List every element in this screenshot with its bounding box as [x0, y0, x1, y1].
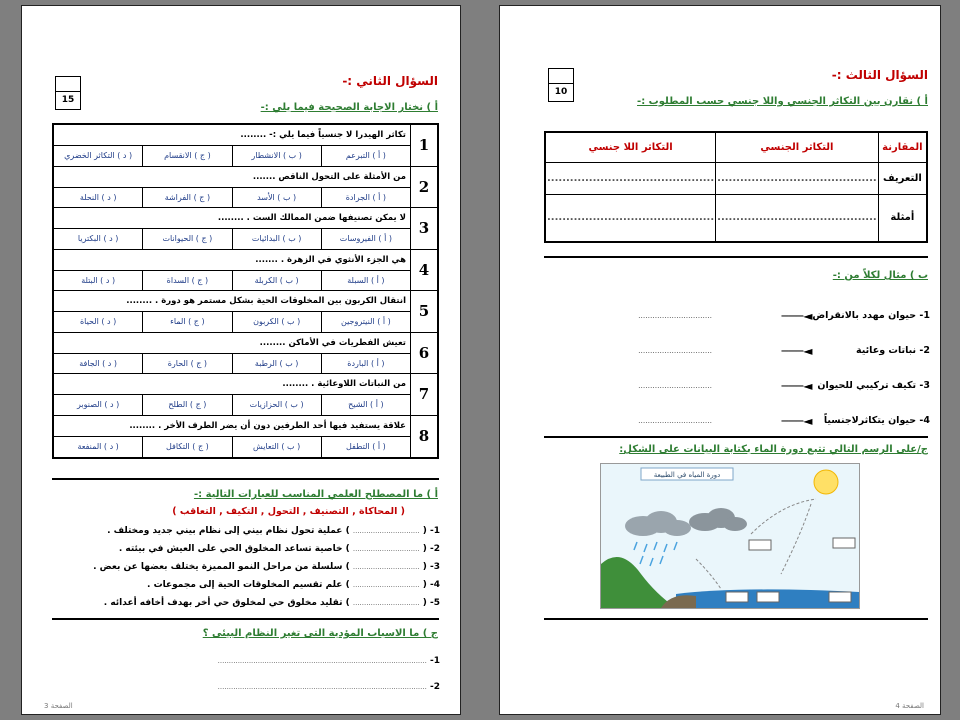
- statement-text: ) سلسلة من مراحل النمو المميزة يختلف بعضها عن بعض .: [93, 562, 350, 572]
- sun-icon: [814, 470, 838, 494]
- answer-option[interactable]: ( أ ) النيتروجين: [321, 312, 410, 332]
- question-text: تكاثر الهيدرا لا جنسياً فيما يلي :- ........: [54, 125, 410, 146]
- statement-number: 2- (: [422, 544, 440, 554]
- question-row: [54, 416, 437, 458]
- answer-option[interactable]: ( ج ) الفراشة: [142, 188, 231, 208]
- question-row: [54, 374, 437, 416]
- statement-number: 4- (: [422, 580, 440, 590]
- question-text: لا يمكن تصنيفها ضمن الممالك الست . ........: [54, 208, 410, 229]
- question-number: 6: [410, 333, 437, 374]
- statement-item: [40, 526, 440, 544]
- answer-option[interactable]: ( د ) الصنوبر: [77, 400, 120, 410]
- question-number: 8: [410, 416, 437, 458]
- answer-option[interactable]: ( د ) الحياة: [79, 317, 117, 327]
- answer-option[interactable]: ( ب ) الانشطار: [232, 146, 321, 166]
- answer-option[interactable]: ( ج ) السداة: [142, 271, 231, 291]
- statement-text: ) خاصية تساعد المخلوق الحي على العيش في بيئته .: [118, 544, 350, 554]
- divider: [544, 256, 928, 258]
- water-cycle-figure: [600, 463, 860, 609]
- comparison-table: [544, 131, 928, 243]
- statement-blank[interactable]: ..............................: [352, 599, 420, 607]
- answer-option[interactable]: ( أ ) الفيروسات: [321, 229, 410, 249]
- example-item: [510, 368, 930, 403]
- example-blank[interactable]: ...............................: [638, 311, 712, 320]
- arrow-left-icon: ◄───: [781, 343, 813, 358]
- answer-option[interactable]: ( د ) التكاثر الخضري: [64, 151, 133, 161]
- page-left: [21, 5, 461, 715]
- examples-asexual-blank[interactable]: ............................................: [545, 194, 716, 242]
- question-number: 2: [410, 167, 437, 208]
- answer-blank[interactable]: ..............................................................................................: [217, 683, 427, 691]
- part-c-heading: ج ) ما الاسباب المؤدية التى تغير النظام البيئى ؟: [202, 628, 438, 639]
- arrow-left-icon: ◄───: [781, 413, 813, 428]
- question-number: 3: [410, 208, 437, 249]
- question-row: [54, 291, 437, 333]
- answer-option[interactable]: ( د ) البكتريا: [77, 234, 119, 244]
- part-b-heading: ب ) مثال لكلاً من :-: [832, 270, 928, 281]
- label-box-2[interactable]: [749, 540, 771, 550]
- question-row: [54, 333, 437, 375]
- answer-option[interactable]: ( ب ) الكربون: [232, 312, 321, 332]
- answer-option[interactable]: ( ج ) الانقسام: [142, 146, 231, 166]
- question-row: [54, 208, 437, 250]
- example-blank[interactable]: ...............................: [638, 416, 712, 425]
- question-text: تعيش الفطريات في الأماكن ........: [54, 333, 410, 354]
- statement-text: ) عملية تحول نظام بيني إلى نظام بيني جديد ومختلف .: [107, 526, 350, 536]
- examples-sexual-blank[interactable]: ..........................................: [716, 194, 879, 242]
- example-text: 3- تكيف تركيبي للحيوان: [817, 380, 930, 391]
- example-item: [510, 298, 930, 333]
- question-number: 1: [410, 125, 437, 166]
- question-number: 4: [410, 250, 437, 291]
- statement-number: 5- (: [422, 598, 440, 608]
- definition-asexual-blank[interactable]: ............................................: [545, 162, 716, 194]
- statement-text: ) علم تقسيم المخلوقات الحية إلى مجموعات .: [147, 580, 350, 590]
- example-item: [510, 403, 930, 438]
- answer-option[interactable]: ( د ) الجافة: [79, 358, 118, 368]
- header-asexual: التكاثر اللا جنسي: [545, 132, 716, 162]
- answer-option[interactable]: ( ج ) الحيوانات: [142, 229, 231, 249]
- statement-blank[interactable]: ..............................: [352, 527, 420, 535]
- answer-blank[interactable]: ..............................................................................................: [217, 657, 427, 665]
- answer-option[interactable]: ( أ ) الجرادة: [321, 188, 410, 208]
- example-blank[interactable]: ...............................: [638, 346, 712, 355]
- divider: [544, 436, 928, 438]
- terms-bank: ( المحاكاة , التصنيف , التحول , التكيف , التعاقب ): [172, 506, 405, 517]
- question-row: [54, 167, 437, 209]
- statement-blank[interactable]: ..............................: [352, 563, 420, 571]
- statement-blank[interactable]: ..............................: [352, 545, 420, 553]
- row-examples-label: أمثلة: [878, 194, 927, 242]
- question-text: انتقال الكربون بين المخلوقات الحية بشكل مستمر هو دورة . ........: [54, 291, 410, 312]
- part-c-heading: ج/على الرسم التالي تتبع دورة الماء بكتابة البيانات على الشكل:: [619, 444, 928, 455]
- arrow-left-icon: ◄───: [781, 308, 813, 323]
- label-box-5[interactable]: [757, 592, 779, 602]
- score-value: 15: [61, 95, 75, 105]
- page-right: [499, 5, 941, 715]
- answer-option[interactable]: ( أ ) السبلة: [321, 271, 410, 291]
- page-footer: الصفحة 4: [895, 702, 924, 710]
- question-text: من الأمثلة على التحول الناقص .......: [54, 167, 410, 188]
- statement-item: [40, 598, 440, 616]
- arrow-left-icon: ◄───: [781, 378, 813, 393]
- answer-number: 2-: [429, 682, 440, 692]
- question-text: علاقة يستفيد فيها أحد الطرفين دون أن يضر الطرف الأخر . ........: [54, 416, 410, 437]
- question-text: هي الجزء الأنثوي في الزهرة . .......: [54, 250, 410, 271]
- answer-option[interactable]: ( ب ) البدائيات: [232, 229, 321, 249]
- answer-option[interactable]: ( ج ) التكافل: [142, 437, 231, 458]
- answer-option[interactable]: ( د ) النحلة: [79, 192, 117, 202]
- question-row: [54, 250, 437, 292]
- divider: [52, 618, 439, 620]
- statement-item: [40, 562, 440, 580]
- part-a-heading: أ ) نختار الاجابة الصحيحة فيما يلي :-: [260, 102, 438, 113]
- answer-option[interactable]: ( ب ) الأسد: [232, 188, 321, 208]
- answer-option[interactable]: ( ب ) التعايش: [232, 437, 321, 458]
- label-box-3[interactable]: [726, 592, 748, 602]
- water-cycle-diagram: [601, 464, 859, 608]
- question-number: 5: [410, 291, 437, 332]
- example-blank[interactable]: ...............................: [638, 381, 712, 390]
- question-number: 7: [410, 374, 437, 415]
- answer-option[interactable]: ( ب ) الرطبة: [232, 354, 321, 374]
- header-comparison: المقارنة: [878, 132, 927, 162]
- mcq-table: [52, 123, 439, 459]
- question-three-title: السؤال الثالث :-: [831, 68, 928, 82]
- statement-item: [40, 580, 440, 598]
- answer-option[interactable]: ( ج ) الطلح: [142, 395, 231, 415]
- label-box-4[interactable]: [829, 592, 851, 602]
- answer-line: [40, 656, 440, 682]
- answers-list: [40, 656, 440, 708]
- answer-number: 1-: [429, 656, 440, 666]
- statement-item: [40, 544, 440, 562]
- statement-number: 1- (: [422, 526, 440, 536]
- figure-title: دورة المياه في الطبيعة: [653, 471, 721, 479]
- statement-text: ) تقليد مخلوق حي لمخلوق حي أخر بهدف أخافه أعدائه .: [103, 598, 350, 608]
- statement-number: 3- (: [422, 562, 440, 572]
- part-a-heading: أ ) نقارن بين التكاثر الجنسي واللا جنسي حسب المطلوب :-: [637, 96, 928, 107]
- answer-option[interactable]: ( ج ) الماء: [142, 312, 231, 332]
- answer-option[interactable]: ( أ ) الباردة: [321, 354, 410, 374]
- row-definition-label: التعريف: [878, 162, 927, 194]
- answer-option[interactable]: ( د ) البتلة: [81, 275, 116, 285]
- divider: [52, 478, 439, 480]
- question-two-title: السؤال الثاني :-: [342, 74, 438, 88]
- answer-option[interactable]: ( أ ) التبرعم: [321, 146, 410, 166]
- answer-line: [40, 682, 440, 708]
- score-value: 10: [554, 87, 568, 97]
- answer-option[interactable]: ( أ ) التطفل: [321, 437, 410, 458]
- definition-sexual-blank[interactable]: ..........................................: [716, 162, 879, 194]
- examples-list: [510, 298, 930, 438]
- example-text: 4- حيوان يتكاثرلاجنسياً: [823, 415, 930, 426]
- question-text: من النباتات اللاوعائية . ........: [54, 374, 410, 395]
- statement-blank[interactable]: ..............................: [352, 581, 420, 589]
- page-footer: الصفحة 3: [44, 702, 73, 710]
- answer-option[interactable]: ( ب ) الكربلة: [232, 271, 321, 291]
- score-box: [548, 68, 574, 102]
- question-row: [54, 125, 437, 167]
- part-b-heading: أ ) ما المصطلح العلمي المناسب للعبارات التالية :-: [193, 489, 438, 500]
- example-text: 1- حيوان مهدد بالانقراض: [812, 310, 930, 321]
- answer-option[interactable]: ( أ ) الشيح: [321, 395, 410, 415]
- header-sexual: التكاثر الجنسي: [716, 132, 879, 162]
- answer-option[interactable]: ( ب ) الحزازيات: [232, 395, 321, 415]
- example-text: 2- نباتات وعائية: [855, 345, 930, 356]
- answer-option[interactable]: ( د ) المنفعة: [77, 442, 119, 452]
- score-box: [55, 76, 81, 110]
- answer-option[interactable]: ( ج ) الحارة: [142, 354, 231, 374]
- example-item: [510, 333, 930, 368]
- label-box-1[interactable]: [833, 538, 855, 548]
- statements-list: [40, 526, 440, 616]
- divider: [544, 618, 928, 620]
